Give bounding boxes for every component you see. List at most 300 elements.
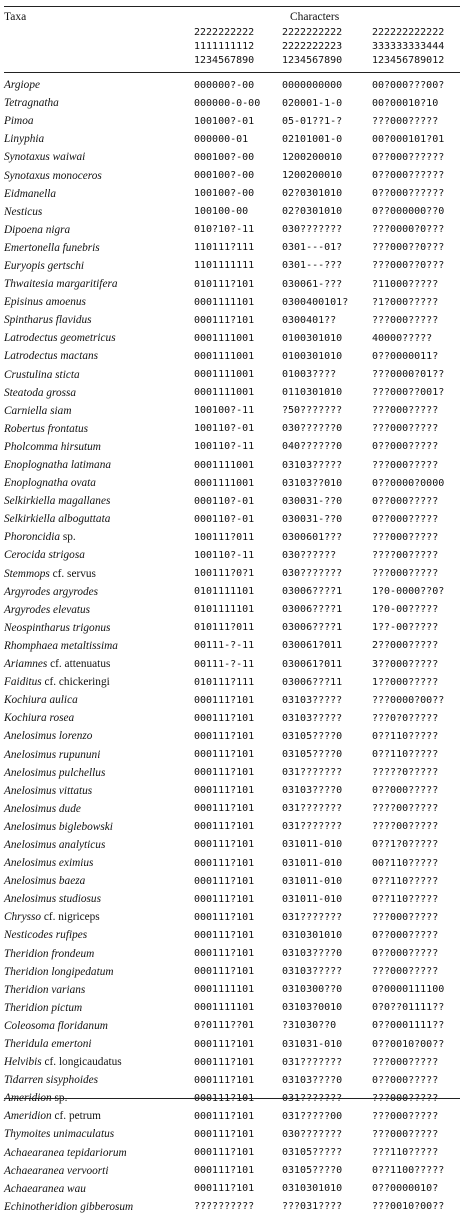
character-block-2: 030?????? (282, 549, 337, 561)
taxon-qualifier: sp. (51, 1092, 68, 1105)
character-block-3: 00?110????? (372, 857, 439, 869)
taxon-name (4, 366, 194, 384)
character-block-2: 031??????? (282, 803, 343, 815)
taxon-genus-species: Spintharus flavidus (4, 314, 92, 327)
taxon-genus-species: Anelosimus eximius (4, 857, 94, 870)
taxon-genus-species: Anelosimus rupununi (4, 748, 101, 761)
table-row (4, 945, 460, 963)
character-block-3: 0??000????? (372, 1074, 439, 1086)
character-block-3: 0??0000010? (372, 1183, 439, 1195)
taxon-name (4, 619, 194, 637)
table-row (4, 257, 460, 275)
table-row (4, 148, 460, 166)
table-row (4, 999, 460, 1017)
taxon-genus-species: Chrysso (4, 911, 42, 924)
taxon-genus-species: Eidmanella (4, 187, 57, 200)
character-block-3: ???000????? (372, 405, 439, 417)
table-row (4, 402, 460, 420)
table-row (4, 601, 460, 619)
taxon-name (4, 329, 194, 347)
character-block-1: 000111?101 (194, 911, 255, 923)
character-block-1: 100110?-01 (194, 423, 255, 435)
character-block-3: ???000????? (372, 1128, 439, 1140)
character-block-3: ???0000?01?? (372, 369, 445, 381)
taxon-name (4, 402, 194, 420)
character-block-3: 0??000?????? (372, 170, 445, 182)
character-block-3: 0??0000011? (372, 350, 439, 362)
character-block-2: 03105????0 (282, 1165, 343, 1177)
character-block-2: 0310300??0 (282, 984, 343, 996)
taxon-genus-species: Thwaitesia margaritifera (4, 278, 118, 291)
character-block-2: 03103?0010 (282, 1002, 343, 1014)
taxon-genus-species: Pholcomma hirsutum (4, 440, 101, 453)
character-block-2: 030061-??? (282, 278, 343, 290)
taxon-name (4, 727, 194, 745)
taxon-genus-species: Ameridion (4, 1110, 52, 1123)
character-block-1: 0001111101 (194, 1002, 255, 1014)
taxon-name (4, 745, 194, 763)
taxon-qualifier: cf. chickeringi (41, 676, 110, 689)
table-row (4, 474, 460, 492)
character-block-2: 1200200010 (282, 151, 343, 163)
table-row (4, 492, 460, 510)
taxon-name (4, 1107, 194, 1125)
taxon-name (4, 1071, 194, 1089)
table-row (4, 1035, 460, 1053)
character-block-3: 2??000????? (372, 640, 439, 652)
taxon-name (4, 655, 194, 673)
character-block-1: 000100?-00 (194, 170, 255, 182)
taxon-name (4, 926, 194, 944)
character-block-1: 000111?101 (194, 1038, 255, 1050)
taxon-genus-species: Neospintharus trigonus (4, 621, 111, 634)
character-block-3: ???0010?00?? (372, 1201, 445, 1213)
taxon-name (4, 185, 194, 203)
character-block-2: 03103????0 (282, 1074, 343, 1086)
table-row (4, 94, 460, 112)
taxon-name (4, 474, 194, 492)
taxon-genus-species: Kochiura rosea (4, 712, 75, 725)
taxon-genus-species: Thymoites unimaculatus (4, 1128, 115, 1141)
character-block-2: 03105????0 (282, 749, 343, 761)
taxa-column-header: Taxa (4, 11, 27, 23)
table-row (4, 420, 460, 438)
taxon-genus-species: Crustulina sticta (4, 368, 80, 381)
character-block-1: 100100-00 (194, 206, 249, 218)
character-block-2: 02?0301010 (282, 188, 343, 200)
character-block-1: 000111?101 (194, 893, 255, 905)
character-block-2: 1200200010 (282, 170, 343, 182)
character-block-3: ???110????? (372, 1147, 439, 1159)
table-row (4, 963, 460, 981)
taxon-genus-species: Episinus amoenus (4, 296, 86, 309)
taxon-name (4, 963, 194, 981)
character-block-1: 000111?101 (194, 948, 255, 960)
index-row-3-block-1: 1234567890 (194, 55, 255, 66)
taxon-genus-species: Achaearanea wau (4, 1182, 86, 1195)
character-block-1: 0001111001 (194, 459, 255, 471)
taxon-name (4, 945, 194, 963)
character-block-3: ???0?0????? (372, 712, 439, 724)
table-row (4, 727, 460, 745)
table-row (4, 528, 460, 546)
character-block-3: 0??000????? (372, 495, 439, 507)
taxon-genus-species: Anelosimus analyticus (4, 838, 106, 851)
taxon-genus-species: Anelosimus pulchellus (4, 766, 106, 779)
character-block-1: 000000-0-00 (194, 97, 261, 109)
taxon-name (4, 800, 194, 818)
taxon-genus-species: Synotaxus monoceros (4, 169, 102, 182)
character-block-2: 03105????? (282, 1147, 343, 1159)
character-block-3: 0??1?0????? (372, 839, 439, 851)
character-block-3: 0??000????? (372, 441, 439, 453)
table-row (4, 836, 460, 854)
character-block-3: ???000??0??? (372, 242, 445, 254)
character-block-3: ???000????? (372, 966, 439, 978)
index-row-3-block-3: 123456789012 (372, 55, 445, 66)
character-block-2: 031011-010 (282, 875, 343, 887)
taxon-name (4, 637, 194, 655)
character-block-1: 100100?-01 (194, 115, 255, 127)
character-block-1: 000000?-00 (194, 79, 255, 91)
character-block-1: 0001111101 (194, 984, 255, 996)
taxon-genus-species: Robertus frontatus (4, 422, 88, 435)
character-block-1: 0101111101 (194, 604, 255, 616)
taxon-genus-species: Theridula emertoni (4, 1038, 92, 1051)
character-block-2: 03103????? (282, 966, 343, 978)
character-block-1: 000111?101 (194, 1074, 255, 1086)
taxon-genus-species: Anelosimus biglebowski (4, 820, 113, 833)
character-block-2: 0110301010 (282, 387, 343, 399)
character-block-1: 000111?101 (194, 1056, 255, 1068)
taxon-name (4, 456, 194, 474)
taxon-name (4, 130, 194, 148)
character-block-2: 030??????? (282, 1128, 343, 1140)
taxon-genus-species: Carniella siam (4, 404, 72, 417)
character-block-3: 0??000????? (372, 785, 439, 797)
character-block-2: 03006???11 (282, 676, 343, 688)
taxon-name (4, 818, 194, 836)
taxon-name (4, 908, 194, 926)
table-row (4, 329, 460, 347)
character-block-1: 000111?101 (194, 1183, 255, 1195)
character-block-1: 0001111001 (194, 477, 255, 489)
character-block-3: 0?0??01111?? (372, 1002, 445, 1014)
taxon-qualifier: cf. longicaudatus (41, 1056, 122, 1069)
character-block-3: ???000????? (372, 911, 439, 923)
character-block-3: ????00????? (372, 803, 439, 815)
character-block-2: 031??????? (282, 1056, 343, 1068)
taxon-name (4, 384, 194, 402)
taxon-genus-species: Enoplognatha ovata (4, 477, 96, 490)
character-block-1: 000111?101 (194, 1092, 255, 1104)
taxon-name (4, 1144, 194, 1162)
character-block-3: 0??110????? (372, 749, 439, 761)
taxon-genus-species: Phoroncidia (4, 531, 61, 544)
character-block-2: 031011-010 (282, 893, 343, 905)
taxon-genus-species: Rhomphaea metaltissima (4, 639, 118, 652)
table-row (4, 890, 460, 908)
character-block-2: 01003???? (282, 369, 337, 381)
index-row-1-block-3: 222222222222 (372, 27, 445, 38)
character-block-3: ????00????? (372, 549, 439, 561)
table-row (4, 709, 460, 727)
table-row (4, 510, 460, 528)
taxon-genus-species: Argyrodes argyrodes (4, 585, 99, 598)
character-block-3: ???000????? (372, 1092, 439, 1104)
character-block-2: 030??????? (282, 224, 343, 236)
taxon-genus-species: Ariamnes (4, 658, 48, 671)
taxon-genus-species: Anelosimus lorenzo (4, 730, 93, 743)
taxon-genus-species: Enoplognatha latimana (4, 459, 112, 472)
character-block-3: 1??-00????? (372, 622, 439, 634)
character-block-2: ?50??????? (282, 405, 343, 417)
taxon-name (4, 94, 194, 112)
table-row (4, 926, 460, 944)
table-row (4, 239, 460, 257)
character-block-3: ????00????? (372, 821, 439, 833)
taxon-name (4, 76, 194, 94)
table-row (4, 275, 460, 293)
taxon-name (4, 148, 194, 166)
character-block-3: 0?0000111100 (372, 984, 445, 996)
taxon-name (4, 1053, 194, 1071)
character-block-2: 03103????0 (282, 785, 343, 797)
character-block-1: 100111?0?1 (194, 568, 255, 580)
taxon-genus-species: Faiditus (4, 676, 42, 689)
table-row (4, 745, 460, 763)
taxon-genus-species: Theridion varians (4, 983, 86, 996)
taxon-genus-species: Helvibis (4, 1056, 42, 1069)
taxon-genus-species: Steatoda grossa (4, 386, 77, 399)
character-block-1: 000111?101 (194, 929, 255, 941)
taxon-genus-species: Achaearanea tepidariorum (4, 1146, 127, 1159)
character-block-1: 010111?011 (194, 622, 255, 634)
character-block-3: ?1?000????? (372, 296, 439, 308)
table-row (4, 637, 460, 655)
taxon-name (4, 673, 194, 691)
character-block-2: 030??????? (282, 568, 343, 580)
character-block-2: 02101001-0 (282, 133, 343, 145)
character-block-2: 03006????1 (282, 586, 343, 598)
table-row (4, 1180, 460, 1198)
character-block-1: 000000-01 (194, 133, 249, 145)
character-block-3: ???000??001? (372, 387, 445, 399)
table-row (4, 673, 460, 691)
taxon-qualifier: cf. petrum (51, 1110, 101, 1123)
taxon-name (4, 1198, 194, 1216)
character-block-2: 031031-010 (282, 1038, 343, 1050)
table-row (4, 438, 460, 456)
table-row (4, 1198, 460, 1216)
table-row (4, 130, 460, 148)
character-block-1: 0001111101 (194, 296, 255, 308)
table-row (4, 782, 460, 800)
character-block-2: 020001-1-0 (282, 97, 343, 109)
taxon-genus-species: Euryopis gertschi (4, 259, 85, 272)
taxon-genus-species: Argyrodes elevatus (4, 603, 91, 616)
character-block-1: 000111?101 (194, 875, 255, 887)
taxon-name (4, 890, 194, 908)
character-block-1: 000111?101 (194, 1110, 255, 1122)
table-row (4, 1107, 460, 1125)
character-block-2: 0100301010 (282, 350, 343, 362)
character-block-1: 0001111001 (194, 350, 255, 362)
taxon-genus-species: Nesticus (4, 205, 43, 218)
character-block-3: ???000????? (372, 314, 439, 326)
taxon-name (4, 221, 194, 239)
table-row (4, 293, 460, 311)
taxon-name (4, 565, 194, 583)
character-block-1: 0001111001 (194, 369, 255, 381)
table-row (4, 1071, 460, 1089)
taxon-name (4, 203, 194, 221)
character-block-3: ?11000????? (372, 278, 439, 290)
taxon-genus-species: Theridion longipedatum (4, 965, 114, 978)
character-block-3: ???000????? (372, 1056, 439, 1068)
table-row (4, 185, 460, 203)
character-block-1: 010111?111 (194, 676, 255, 688)
character-block-3: 0??000?????? (372, 188, 445, 200)
character-block-1: 000111?101 (194, 694, 255, 706)
taxon-genus-species: Theridion frondeum (4, 947, 95, 960)
table-row (4, 764, 460, 782)
table-row (4, 908, 460, 926)
character-block-2: 031??????? (282, 1092, 343, 1104)
taxon-qualifier: sp. (60, 531, 76, 544)
character-block-2: 0300400101? (282, 296, 349, 308)
taxon-genus-species: Anelosimus baeza (4, 875, 86, 888)
character-block-2: 02?0301010 (282, 206, 343, 218)
character-block-1: 0001111001 (194, 387, 255, 399)
character-block-1: 000111?101 (194, 821, 255, 833)
taxon-genus-species: Tidarren sisyphoides (4, 1074, 99, 1087)
character-block-1: 100110?-11 (194, 549, 255, 561)
index-row-1-block-2: 2222222222 (282, 27, 343, 38)
taxon-name (4, 836, 194, 854)
table-row (4, 546, 460, 564)
taxon-name (4, 1017, 194, 1035)
taxon-genus-species: Linyphia (4, 133, 45, 146)
table-row (4, 655, 460, 673)
header-rule (4, 72, 460, 73)
character-block-1: 000111?101 (194, 1128, 255, 1140)
taxon-name (4, 275, 194, 293)
taxon-genus-species: Stemmops (4, 567, 50, 580)
taxon-genus-species: Anelosimus studiosus (4, 893, 101, 906)
character-block-1: 000110?-01 (194, 495, 255, 507)
character-block-3: ?????0????? (372, 767, 439, 779)
character-block-2: 0310301010 (282, 1183, 343, 1195)
taxa-matrix (4, 76, 460, 1216)
character-block-3: 3??000????? (372, 658, 439, 670)
taxon-genus-species: Anelosimus vittatus (4, 784, 93, 797)
character-block-1: 100110?-11 (194, 441, 255, 453)
character-block-1: 000111?101 (194, 730, 255, 742)
character-block-1: 000111?101 (194, 1147, 255, 1159)
character-block-1: 00111-?-11 (194, 640, 255, 652)
character-block-3: ???000??0??? (372, 260, 445, 272)
taxon-name (4, 347, 194, 365)
taxon-name (4, 510, 194, 528)
character-block-2: 03006????1 (282, 622, 343, 634)
taxon-name (4, 546, 194, 564)
character-block-3: 0??110????? (372, 875, 439, 887)
taxon-genus-species: Anelosimus dude (4, 802, 81, 815)
taxon-genus-species: Selkirkiella alboguttata (4, 513, 111, 526)
character-block-3: 1?0-00????? (372, 604, 439, 616)
table-row (4, 872, 460, 890)
character-block-3: 00?000101?01 (372, 133, 445, 145)
taxon-genus-species: Echinotheridion gibberosum (4, 1200, 134, 1213)
table-row (4, 981, 460, 999)
character-block-2: 040??????0 (282, 441, 343, 453)
taxon-name (4, 601, 194, 619)
table-row (4, 1162, 460, 1180)
character-block-1: 000111?101 (194, 803, 255, 815)
character-block-1: 000111?101 (194, 785, 255, 797)
taxon-name (4, 583, 194, 601)
taxon-name (4, 311, 194, 329)
taxon-name (4, 691, 194, 709)
taxon-genus-species: Dipoena nigra (4, 223, 71, 236)
character-block-3: 00?000???00? (372, 79, 445, 91)
taxon-name (4, 492, 194, 510)
character-block-1: 00111-?-11 (194, 658, 255, 670)
table-row (4, 619, 460, 637)
taxon-genus-species: Argiope (4, 79, 40, 92)
taxon-name (4, 999, 194, 1017)
table-row (4, 1125, 460, 1143)
taxon-genus-species: Tetragnatha (4, 97, 59, 110)
character-block-3: 1??000????? (372, 676, 439, 688)
table-row (4, 800, 460, 818)
character-block-1: 000111?101 (194, 1165, 255, 1177)
taxon-name (4, 872, 194, 890)
character-block-3: ???000????? (372, 459, 439, 471)
character-block-2: 0300401?? (282, 314, 337, 326)
character-block-2: 03006????1 (282, 604, 343, 616)
index-row-3-block-2: 1234567890 (282, 55, 343, 66)
character-block-1: 0101111101 (194, 586, 255, 598)
character-block-1: 010?10?-11 (194, 224, 255, 236)
character-block-3: ???000????? (372, 115, 439, 127)
taxon-name (4, 166, 194, 184)
taxon-name (4, 420, 194, 438)
character-block-3: 0??000?????? (372, 151, 445, 163)
taxon-genus-species: Cerocida strigosa (4, 549, 85, 562)
character-block-3: 0??0000?0000 (372, 477, 445, 489)
character-block-1: 0?0111??01 (194, 1020, 255, 1032)
taxon-genus-species: Coleosoma floridanum (4, 1019, 108, 1032)
character-block-3: ???000????? (372, 1110, 439, 1122)
character-block-3: 0??000????? (372, 513, 439, 525)
character-block-1: 000110?-01 (194, 513, 255, 525)
table-row (4, 854, 460, 872)
character-block-1: 000111?101 (194, 857, 255, 869)
taxon-name (4, 528, 194, 546)
table-row (4, 384, 460, 402)
character-block-1: 000100?-00 (194, 151, 255, 163)
taxon-name (4, 1180, 194, 1198)
taxon-name (4, 1035, 194, 1053)
character-block-2: 031??????? (282, 767, 343, 779)
taxon-genus-species: Kochiura aulica (4, 694, 78, 707)
index-row-2-block-2: 2222222223 (282, 41, 343, 52)
character-block-3: ???000????? (372, 531, 439, 543)
character-block-1: 100100?-00 (194, 188, 255, 200)
character-block-2: 03105????0 (282, 730, 343, 742)
